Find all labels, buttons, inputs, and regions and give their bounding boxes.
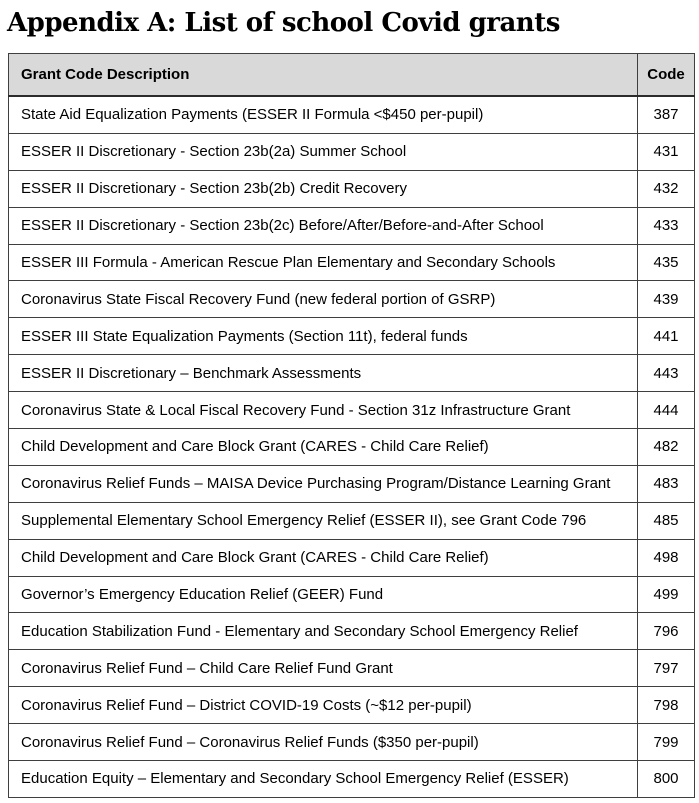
grant-description: Child Development and Care Block Grant (CARES - Child Care Relief)	[9, 429, 638, 466]
grant-description: Coronavirus State Fiscal Recovery Fund (new federal portion of GSRP)	[9, 281, 638, 318]
table-row	[9, 133, 695, 170]
column-header-code: Code	[638, 54, 695, 97]
table-row	[9, 244, 695, 281]
grant-code: 498	[638, 539, 695, 576]
grant-code: 444	[638, 392, 695, 429]
grant-code: 485	[638, 502, 695, 539]
grant-code: 799	[638, 724, 695, 761]
grant-code: 796	[638, 613, 695, 650]
table-row	[9, 318, 695, 355]
grant-description: ESSER III State Equalization Payments (Section 11t), federal funds	[9, 318, 638, 355]
table-row	[9, 96, 695, 133]
table-row	[9, 281, 695, 318]
grant-description: Governor’s Emergency Education Relief (GEER) Fund	[9, 576, 638, 613]
grant-code: 387	[638, 96, 695, 133]
grant-code: 499	[638, 576, 695, 613]
grant-code: 431	[638, 133, 695, 170]
grant-description: Coronavirus State & Local Fiscal Recovery Fund - Section 31z Infrastructure Grant	[9, 392, 638, 429]
table-row	[9, 465, 695, 502]
grant-description: ESSER III Formula - American Rescue Plan Elementary and Secondary Schools	[9, 244, 638, 281]
grant-code: 482	[638, 429, 695, 466]
table-row	[9, 539, 695, 576]
table-row	[9, 207, 695, 244]
table-header-row	[9, 54, 695, 97]
grant-description: Coronavirus Relief Fund – Child Care Relief Fund Grant	[9, 650, 638, 687]
page-title: Appendix A: List of school Covid grants	[7, 8, 560, 38]
grant-code: 435	[638, 244, 695, 281]
grant-description: ESSER II Discretionary - Section 23b(2b) Credit Recovery	[9, 170, 638, 207]
table-row	[9, 502, 695, 539]
grant-code: 443	[638, 355, 695, 392]
grant-code: 433	[638, 207, 695, 244]
grant-code: 439	[638, 281, 695, 318]
grant-code: 798	[638, 687, 695, 724]
table-row	[9, 170, 695, 207]
table-row	[9, 613, 695, 650]
grant-code: 800	[638, 761, 695, 798]
table-row	[9, 761, 695, 798]
grant-code: 432	[638, 170, 695, 207]
table-body	[9, 96, 695, 797]
table-row	[9, 355, 695, 392]
grant-description: Coronavirus Relief Fund – District COVID-19 Costs (~$12 per-pupil)	[9, 687, 638, 724]
grant-description: Child Development and Care Block Grant (CARES - Child Care Relief)	[9, 539, 638, 576]
table-row	[9, 576, 695, 613]
grant-description: Coronavirus Relief Fund – Coronavirus Relief Funds ($350 per-pupil)	[9, 724, 638, 761]
grant-description: State Aid Equalization Payments (ESSER II Formula <$450 per-pupil)	[9, 96, 638, 133]
grant-code: 797	[638, 650, 695, 687]
column-header-description: Grant Code Description	[9, 54, 638, 97]
grant-code: 483	[638, 465, 695, 502]
grant-description: Supplemental Elementary School Emergency Relief (ESSER II), see Grant Code 796	[9, 502, 638, 539]
table-row	[9, 724, 695, 761]
grant-description: ESSER II Discretionary - Section 23b(2c) Before/After/Before-and-After School	[9, 207, 638, 244]
table-row	[9, 687, 695, 724]
grant-description: ESSER II Discretionary – Benchmark Assessments	[9, 355, 638, 392]
table-row	[9, 650, 695, 687]
grant-description: Education Stabilization Fund - Elementary and Secondary School Emergency Relief	[9, 613, 638, 650]
table-row	[9, 392, 695, 429]
table-header	[9, 54, 695, 97]
grant-description: Education Equity – Elementary and Secondary School Emergency Relief (ESSER)	[9, 761, 638, 798]
grant-description: ESSER II Discretionary - Section 23b(2a) Summer School	[9, 133, 638, 170]
grant-description: Coronavirus Relief Funds – MAISA Device Purchasing Program/Distance Learning Grant	[9, 465, 638, 502]
grants-table	[8, 53, 695, 798]
table-row	[9, 429, 695, 466]
grant-code: 441	[638, 318, 695, 355]
